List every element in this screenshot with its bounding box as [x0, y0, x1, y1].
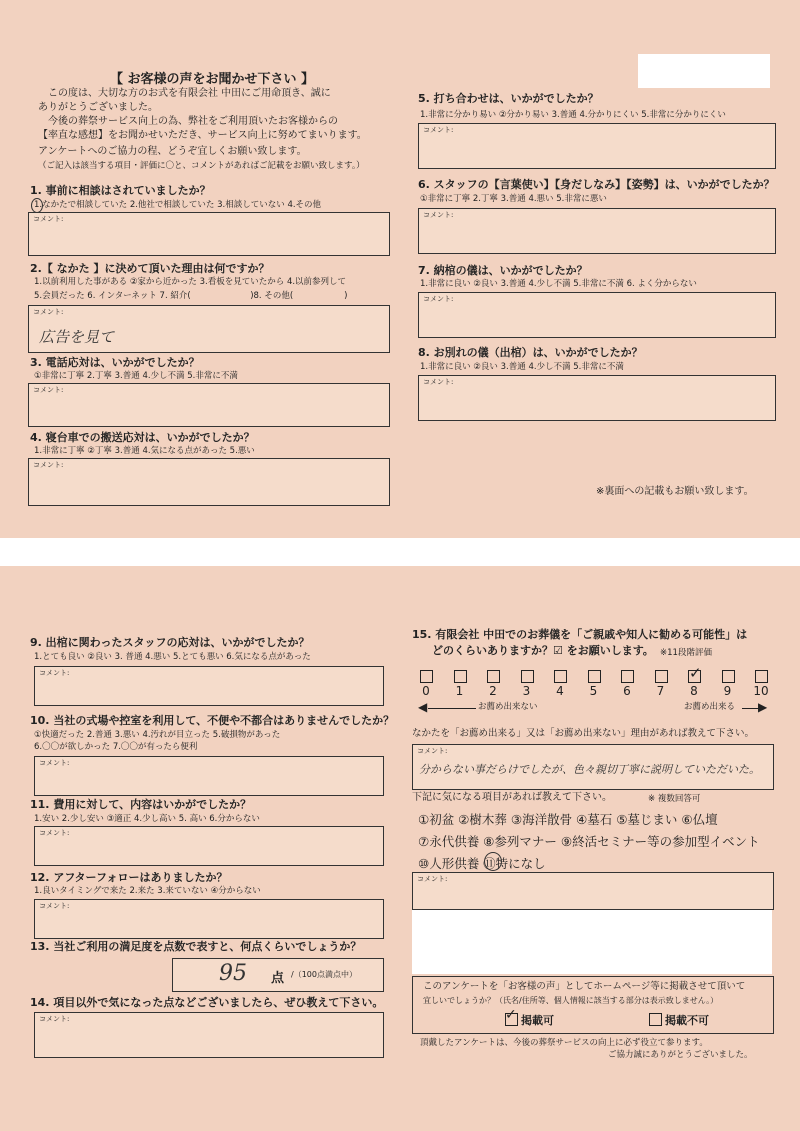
reason-prompt: なかたを「お薦め出来る」又は「お薦め出来ない」理由があれば教えて下さい。 — [412, 728, 755, 739]
intro-line: この度は、大切な方のお式を有限会社 中田にご用命頂き、誠に — [48, 88, 331, 99]
scale-number: 8 — [690, 684, 698, 698]
interest-note: ※ 複数回答可 — [648, 794, 701, 804]
question-2-options: 1.以前利用した事がある ②家から近かった 3.看板を見ていたから 4.以前参列して — [34, 277, 347, 287]
intro-line: ありがとうございました。 — [38, 102, 158, 113]
thanks-line: ご協力誠にありがとうございました。 — [608, 1050, 753, 1060]
scale-number: 10 — [753, 684, 769, 698]
interest-prompt: 下記に気になる項目があれば教えて下さい。 — [412, 792, 612, 803]
comment-box[interactable] — [28, 305, 390, 353]
question-4-options: 1.非常に丁寧 ②丁寧 3.普通 4.気になる点があった 5.悪い — [34, 446, 255, 456]
publish-ng-label: 掲載不可 — [665, 1014, 709, 1027]
scale-number: 9 — [723, 684, 732, 698]
question-15-sub: どのくらいありますか？☑ をお願いします。 — [432, 644, 654, 657]
comment-label: コメント: — [423, 295, 454, 303]
question-7-options: 1.非常に良い ②良い 3.普通 4.少し不満 5.非常に不満 6. よく分からない — [420, 279, 697, 289]
right-arrow-icon: ▶ — [758, 700, 768, 714]
publish-ng-checkbox[interactable] — [649, 1013, 662, 1026]
redacted-area — [638, 54, 770, 88]
question-7: 7. 納棺の儀は、いかがでしたか？ — [418, 264, 588, 277]
scale-note: ※11段階評価 — [660, 648, 712, 658]
handwritten-comment: 広告を見て — [39, 328, 115, 346]
publish-consent-box — [412, 976, 774, 1034]
question-1-options: 1.なかたで相談していた 2.他社で相談していた 3.相談していない 4.その他 — [34, 200, 322, 210]
thanks-line: 頂戴したアンケートは、今後の葬祭サービスの向上に必ず役立て参ります。 — [420, 1038, 708, 1048]
comment-label: コメント: — [33, 386, 64, 394]
scale-number: 4 — [556, 684, 564, 698]
score-box[interactable] — [172, 958, 384, 992]
check-mark-icon: ✓ — [505, 1007, 517, 1023]
scale-number: 7 — [656, 684, 665, 698]
comment-box[interactable] — [412, 872, 774, 910]
handwritten-reason: 分からない事だらけでしたが、色々親切丁寧に説明していただいた。 — [419, 763, 760, 776]
scale-checkbox-2[interactable] — [487, 670, 500, 683]
score-max: /（100点満点中） — [291, 970, 357, 979]
redacted-area — [412, 910, 772, 974]
left-arrow-icon: ◀ — [418, 700, 428, 714]
comment-box[interactable] — [34, 756, 384, 796]
comment-label: コメント: — [39, 829, 70, 837]
comment-label: コメント: — [417, 875, 448, 883]
comment-box[interactable] — [418, 208, 776, 254]
comment-label: コメント: — [33, 461, 64, 469]
scale-checkbox-5[interactable] — [588, 670, 601, 683]
comment-box[interactable] — [34, 1012, 384, 1058]
question-3-options: ①非常に丁寧 2.丁寧 3.普通 4.少し不満 5.非常に不満 — [34, 371, 238, 381]
question-5: 5. 打ち合わせは、いかがでしたか？ — [418, 92, 599, 105]
answer-circle — [484, 852, 502, 871]
scale-checkbox-3[interactable] — [521, 670, 534, 683]
survey-title: 【 お客様の声をお聞かせ下さい 】 — [110, 72, 315, 87]
scale-number: 0 — [422, 684, 430, 698]
check-mark-icon: ✓ — [689, 664, 702, 682]
question-4: 4. 寝台車での搬送応対は、いかがでしたか？ — [30, 431, 255, 444]
survey-page-front — [0, 0, 800, 538]
question-5-options: 1.非常に分かり易い ②分かり易い 3.普通 4.分かりにくい 5.非常に分かりにくい — [420, 110, 726, 120]
scale-checkbox-1[interactable] — [454, 670, 467, 683]
score-unit: 点 — [271, 971, 285, 986]
question-12-options: 1.良いタイミングで来た 2.来た 3.来ていない ④分からない — [34, 886, 261, 896]
reason-comment-box[interactable] — [412, 744, 774, 790]
scale-checkbox-6[interactable] — [621, 670, 634, 683]
survey-page-back — [0, 566, 800, 1131]
comment-label: コメント: — [417, 747, 448, 755]
publish-ok-label: 掲載可 — [521, 1014, 554, 1027]
scale-number: 1 — [455, 684, 464, 698]
comment-box[interactable] — [34, 826, 384, 866]
question-13: 13. 当社ご利用の満足度を点数で表すと、何点くらいでしょうか？ — [30, 940, 362, 953]
question-12: 12. アフターフォローはありましたか？ — [30, 871, 228, 884]
intro-line: 【率直な感想】をお聞かせいただき、サービス向上に努めてまいります。 — [38, 130, 367, 141]
comment-box[interactable] — [418, 375, 776, 421]
question-11: 11. 費用に対して、内容はいかがでしたか？ — [30, 798, 252, 811]
question-3: 3. 電話応対は、いかがでしたか？ — [30, 356, 200, 369]
scale-number: 5 — [589, 684, 598, 698]
comment-box[interactable] — [28, 458, 390, 506]
comment-box[interactable] — [28, 383, 390, 427]
scale-number: 3 — [522, 684, 531, 698]
scale-checkbox-10[interactable] — [755, 670, 768, 683]
comment-label: コメント: — [33, 215, 64, 223]
question-2: 2.【 なかた 】に決めて頂いた理由は何ですか？ — [30, 262, 270, 275]
question-6: 6. スタッフの【言葉使い】【身だしなみ】【姿勢】は、いかがでしたか？ — [418, 178, 775, 191]
question-6-options: ①非常に丁寧 2.丁寧 3.普通 4.悪い 5.非常に悪い — [420, 194, 607, 204]
question-14: 14. 項目以外で気になった点などございましたら、ぜひ教えて下さい。 — [30, 996, 384, 1009]
interest-options: ①初盆 ②樹木葬 ③海洋散骨 ④墓石 ⑤墓じまい ⑥仏壇 — [418, 812, 718, 827]
scale-number: 2 — [489, 684, 497, 698]
answer-circle — [31, 198, 43, 213]
comment-label: コメント: — [39, 669, 70, 677]
publish-question: このアンケートを「お客様の声」としてホームページ等に掲載させて頂いて — [423, 981, 746, 992]
interest-options: ⑩人形供養 ⑪特になし — [418, 856, 546, 871]
back-side-note: ※裏面への記載もお願い致します。 — [596, 486, 754, 497]
score-value: 95 — [219, 961, 247, 986]
scale-number: 6 — [623, 684, 631, 698]
scale-right-label: お薦め出来る — [684, 702, 736, 712]
comment-label: コメント: — [39, 759, 70, 767]
question-10: 10. 当社の式場や控室を利用して、不便や不都合はありませんでしたか？ — [30, 714, 395, 727]
comment-box[interactable] — [34, 666, 384, 706]
scale-checkbox-9[interactable] — [722, 670, 735, 683]
comment-box[interactable] — [418, 292, 776, 338]
comment-box[interactable] — [34, 899, 384, 939]
question-10-options: ①快適だった 2.普通 3.悪い 4.汚れが目立った 5.破損物があった — [34, 730, 281, 740]
scale-checkbox-0[interactable] — [420, 670, 433, 683]
comment-label: コメント: — [39, 1015, 70, 1023]
publish-question: 宜しいでしょうか？（氏名/住所等、個人情報に該当する部分は表示致しません。） — [423, 996, 719, 1005]
question-2-options: 5.会員だった 6. インターネット 7. 紹介( )8. その他( ) — [34, 291, 348, 301]
left-arrow-line — [428, 708, 476, 709]
scale-checkbox-7[interactable] — [655, 670, 668, 683]
interest-options: ⑦永代供養 ⑧参列マナー ⑨終活セミナー等の参加型イベント — [418, 834, 760, 849]
question-1: 1. 事前に相談はされていましたか？ — [30, 184, 211, 197]
intro-line: （ご記入は該当する項目・評価に〇と、コメントがあればご記載をお願い致します。） — [38, 161, 365, 171]
scale-checkbox-4[interactable] — [554, 670, 567, 683]
question-10-options: 6.〇〇が欲しかった 7.〇〇が有ったら便利 — [34, 742, 198, 752]
question-8: 8. お別れの儀（出棺）は、いかがでしたか？ — [418, 346, 643, 359]
question-11-options: 1.安い 2.少し安い ③適正 4.少し高い 5. 高い 6.分からない — [34, 814, 260, 824]
comment-box[interactable] — [418, 123, 776, 169]
comment-label: コメント: — [423, 126, 454, 134]
question-8-options: 1.非常に良い ②良い 3.普通 4.少し不満 5.非常に不満 — [420, 362, 624, 372]
comment-label: コメント: — [33, 308, 64, 316]
scale-left-label: お薦め出来ない — [478, 702, 538, 712]
comment-label: コメント: — [423, 211, 454, 219]
question-15: 15. 有限会社 中田でのお葬儀を「ご親戚や知人に勧める可能性」は — [412, 628, 748, 641]
intro-line: 今後の葬祭サービス向上の為、弊社をご利用頂いたお客様からの — [48, 116, 338, 127]
intro-line: アンケートへのご協力の程、どうぞ宜しくお願い致します。 — [38, 146, 307, 157]
comment-label: コメント: — [39, 902, 70, 910]
question-9: 9. 出棺に関わったスタッフの応対は、いかがでしたか？ — [30, 636, 310, 649]
comment-label: コメント: — [423, 378, 454, 386]
question-9-options: 1.とても良い ②良い 3. 普通 4.悪い 5.とても悪い 6.気になる点があった — [34, 652, 311, 662]
comment-box[interactable] — [28, 212, 390, 256]
